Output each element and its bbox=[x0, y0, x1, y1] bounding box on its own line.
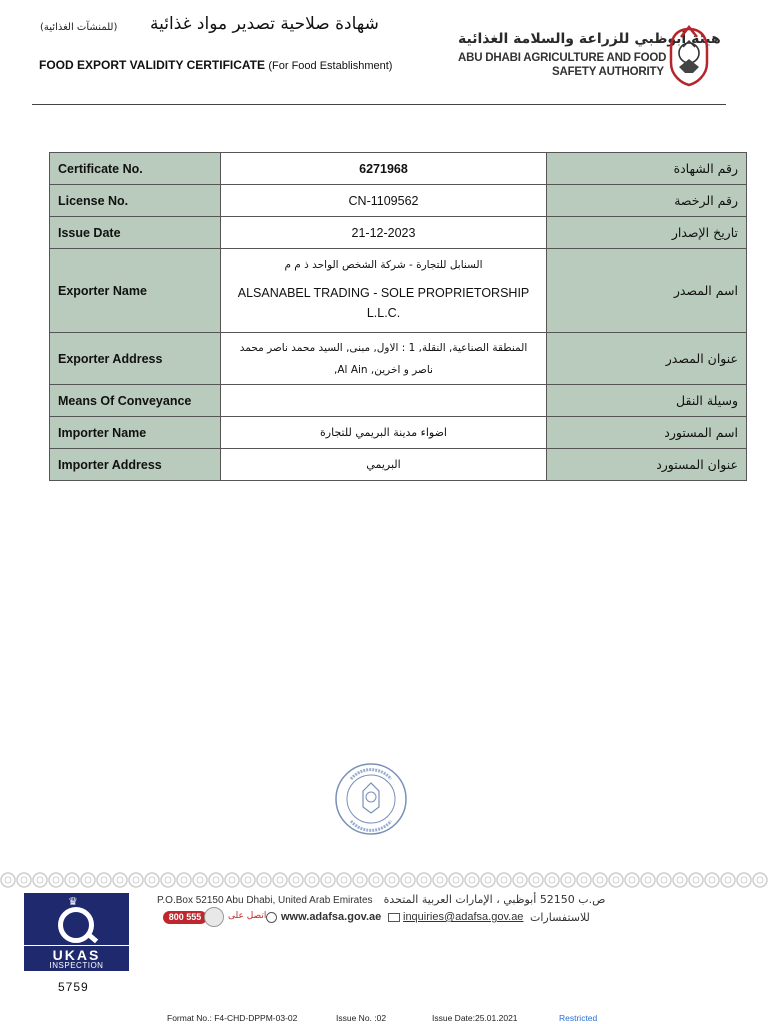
label-importer-address-arabic: عنوان المستورد bbox=[547, 449, 747, 481]
inquiries-label-arabic: للاستفسارات bbox=[530, 911, 590, 924]
po-box-english: P.O.Box 52150 Abu Dhabi, United Arab Emirates bbox=[157, 895, 373, 906]
certificate-table bbox=[49, 152, 747, 481]
value-exporter-address bbox=[221, 333, 547, 385]
po-box-arabic: ص.ب 52150 أبوظبي ، الإمارات العربية المتحدة bbox=[383, 893, 606, 906]
exporter-address-line1: المنطقة الصناعية, النقلة, 1 : الاول, مبنى, السيد محمد ناصر محمد bbox=[239, 341, 528, 354]
value-license-no: CN-1109562 bbox=[221, 185, 547, 217]
value-exporter-name bbox=[221, 249, 547, 333]
mail-icon bbox=[388, 913, 400, 922]
exporter-address-line2: ناصر و اخرين, Al Ain, bbox=[334, 363, 433, 376]
org-name-arabic: هيئة أبوظبي للزراعة والسلامة الغذائية bbox=[458, 31, 721, 47]
label-exporter-name-arabic: اسم المصدر bbox=[547, 249, 747, 333]
exporter-name-english: ALSANABEL TRADING - SOLE PROPRIETORSHIP L.L.C. bbox=[237, 285, 530, 320]
ukas-inspection-badge bbox=[24, 893, 129, 971]
label-importer-address: Importer Address bbox=[50, 449, 221, 481]
value-certificate-no: 6271968 bbox=[221, 153, 547, 185]
decorative-pattern-band bbox=[0, 870, 768, 890]
label-means-of-conveyance: Means Of Conveyance bbox=[50, 385, 221, 417]
table-row bbox=[50, 385, 747, 417]
table-row bbox=[50, 185, 747, 217]
label-license-no-arabic: رقم الرخصة bbox=[547, 185, 747, 217]
label-license-no: License No. bbox=[50, 185, 221, 217]
website-link[interactable]: www.adafsa.gov.ae bbox=[281, 911, 382, 923]
value-means-of-conveyance bbox=[221, 385, 547, 417]
table-row bbox=[50, 249, 747, 333]
ukas-label: UKAS bbox=[52, 947, 101, 963]
label-issue-date: Issue Date bbox=[50, 217, 221, 249]
phone-icon bbox=[204, 907, 224, 927]
ukas-number: 5759 bbox=[58, 980, 89, 994]
label-importer-name: Importer Name bbox=[50, 417, 221, 449]
label-means-of-conveyance-arabic: وسيلة النقل bbox=[547, 385, 747, 417]
title-arabic: شهادة صلاحية تصدير مواد غذائية bbox=[150, 14, 379, 34]
official-stamp bbox=[333, 751, 409, 847]
call-label-arabic: اتصل على bbox=[228, 911, 267, 921]
label-exporter-address-arabic: عنوان المصدر bbox=[547, 333, 747, 385]
email-link[interactable]: inquiries@adafsa.gov.ae bbox=[403, 911, 524, 923]
header-divider bbox=[32, 104, 726, 105]
globe-icon bbox=[266, 912, 277, 923]
value-importer-name: اضواء مدينة البريمي للتجارة bbox=[221, 417, 547, 449]
label-certificate-no-arabic: رقم الشهادة bbox=[547, 153, 747, 185]
ukas-sublabel: INSPECTION bbox=[49, 961, 104, 970]
title-english-sub: (For Food Establishment) bbox=[268, 60, 393, 72]
po-box-line bbox=[157, 893, 605, 906]
table-row bbox=[50, 417, 747, 449]
issue-number: Issue No. :02 bbox=[336, 1013, 387, 1023]
org-name-english-line2: SAFETY AUTHORITY bbox=[552, 66, 664, 78]
label-exporter-name: Exporter Name bbox=[50, 249, 221, 333]
value-importer-address: البريمي bbox=[221, 449, 547, 481]
table-row bbox=[50, 333, 747, 385]
falcon-emblem-logo bbox=[663, 23, 715, 87]
format-number: Format No.: F4-CHD-DPPM-03-02 bbox=[167, 1013, 298, 1023]
table-row bbox=[50, 153, 747, 185]
label-exporter-address: Exporter Address bbox=[50, 333, 221, 385]
subtitle-arabic: (للمنشآت الغذائية) bbox=[40, 22, 118, 33]
table-row bbox=[50, 449, 747, 481]
exporter-name-arabic: السنابل للتجارة - شركة الشخص الواحد ذ م م bbox=[284, 258, 483, 271]
value-issue-date: 21-12-2023 bbox=[221, 217, 547, 249]
label-issue-date-arabic: تاريخ الإصدار bbox=[547, 217, 747, 249]
label-importer-name-arabic: اسم المستورد bbox=[547, 417, 747, 449]
org-name-english-line1: ABU DHABI AGRICULTURE AND FOOD bbox=[458, 52, 667, 64]
issue-date-footer: Issue Date:25.01.2021 bbox=[432, 1013, 518, 1023]
table-row bbox=[50, 217, 747, 249]
title-english-main: FOOD EXPORT VALIDITY CERTIFICATE bbox=[39, 58, 266, 72]
crown-icon: ♛ bbox=[68, 896, 78, 908]
classification-label: Restricted bbox=[559, 1013, 598, 1023]
phone-number-badge[interactable]: 800 555 bbox=[163, 911, 207, 924]
title-english bbox=[39, 58, 392, 72]
label-certificate-no: Certificate No. bbox=[50, 153, 221, 185]
